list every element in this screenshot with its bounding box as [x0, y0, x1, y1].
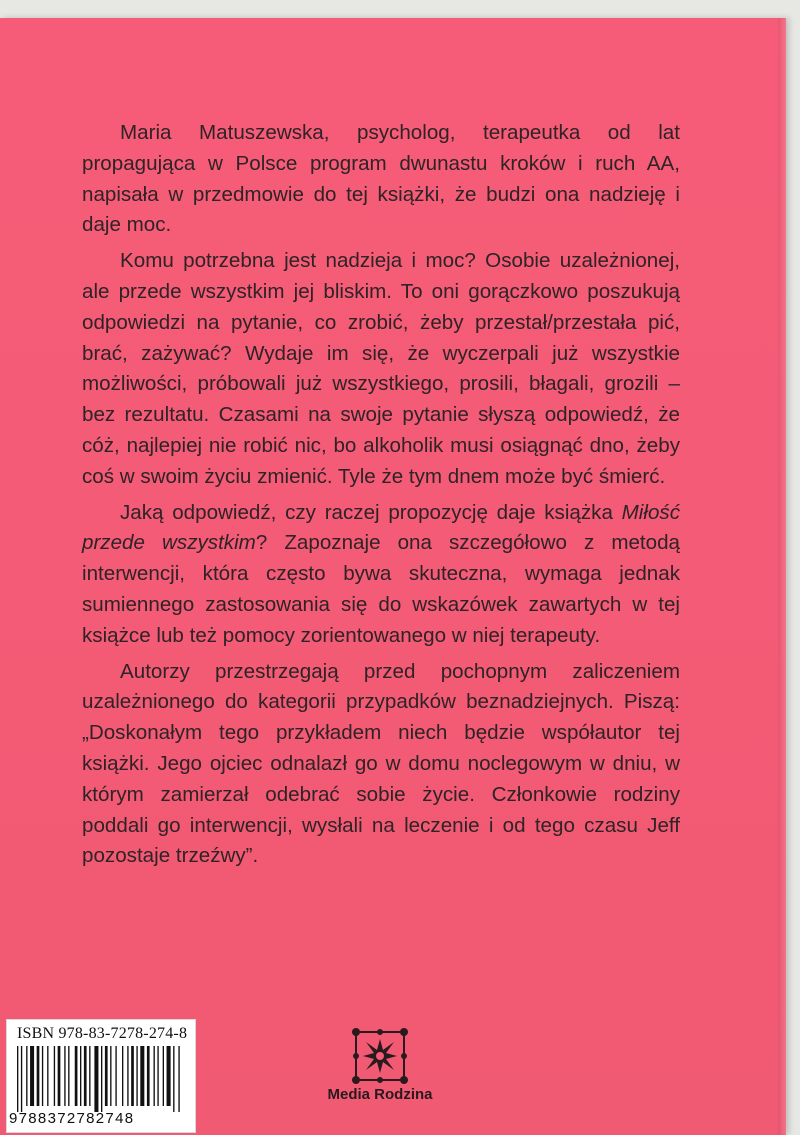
blurb-paragraph-3: [82, 498, 680, 652]
blurb-paragraph-1: Maria Matuszewska, psycholog, terapeutka od lat propagująca w Polsce program dwunastu kroków i ruch AA, napisała w przedmowie do tej książki, że budzi ona nadzieję i daje moc.: [82, 121, 680, 237]
publisher-logo-icon: [352, 1028, 408, 1084]
blurb-text: [82, 118, 680, 877]
isbn-number: ISBN 978-83-7278-274-8: [17, 1025, 188, 1042]
blurb-paragraph-4: Autorzy przestrzegają przed pochopnym zaliczeniem uzależnionego do kategorii przypadków beznadziejnych. Piszą: „Doskonałym tego przykładem niech będzie współautor tej książki. Jego ojciec odnalazł go w domu noclegowym w dniu, w którym zamierzał odebrać sobie życie. Członkowie rodziny poddali go interwencji, wysłali na leczenie i od tego czasu Jeff pozostaje trzeźwy”.: [82, 659, 680, 868]
barcode-icon: [11, 1046, 191, 1112]
publisher-name: Media Rodzina: [327, 1086, 433, 1103]
isbn-barcode-label: [6, 1019, 196, 1133]
barcode-digits: 9788372782748: [9, 1110, 135, 1127]
book-title-italic: Miłość przede wszystkim: [82, 500, 680, 555]
cover-edge-shadow: [778, 18, 786, 1135]
blurb-paragraph-3-end: ? Zapoznaje ona szczegółowo z metodą interwencji, która często bywa skuteczna, wymaga jednak sumiennego zastosowania się do wskazówek zawartych w tej książce lub też pomocy zorientowanego w niej terapeuty.: [82, 531, 681, 647]
blurb-paragraph-3-start: Jaką odpowiedź, czy raczej propozycję daje książka: [120, 500, 622, 524]
blurb-paragraph-2: Komu potrzebna jest nadzieja i moc? Osobie uzależnionej, ale przede wszystkim jej bliskim. To oni gorączkowo poszukują odpowiedzi na pytanie, co zrobić, żeby przestał/przestała pić, brać, zażywać? Wydaje im się, że wyczerpali już wszystkie możliwości, próbowali już wszystkiego, prosili, błagali, grozili – bez rezultatu. Czasami na swoje pytanie słyszą odpowiedź, że cóż, najlepiej nie robić nic, bo alkoholik musi osiągnąć dno, żeby coś w swoim życiu zmienić. Tyle że tym dnem może być śmierć.: [82, 249, 680, 488]
publisher-block: [300, 1020, 460, 1130]
